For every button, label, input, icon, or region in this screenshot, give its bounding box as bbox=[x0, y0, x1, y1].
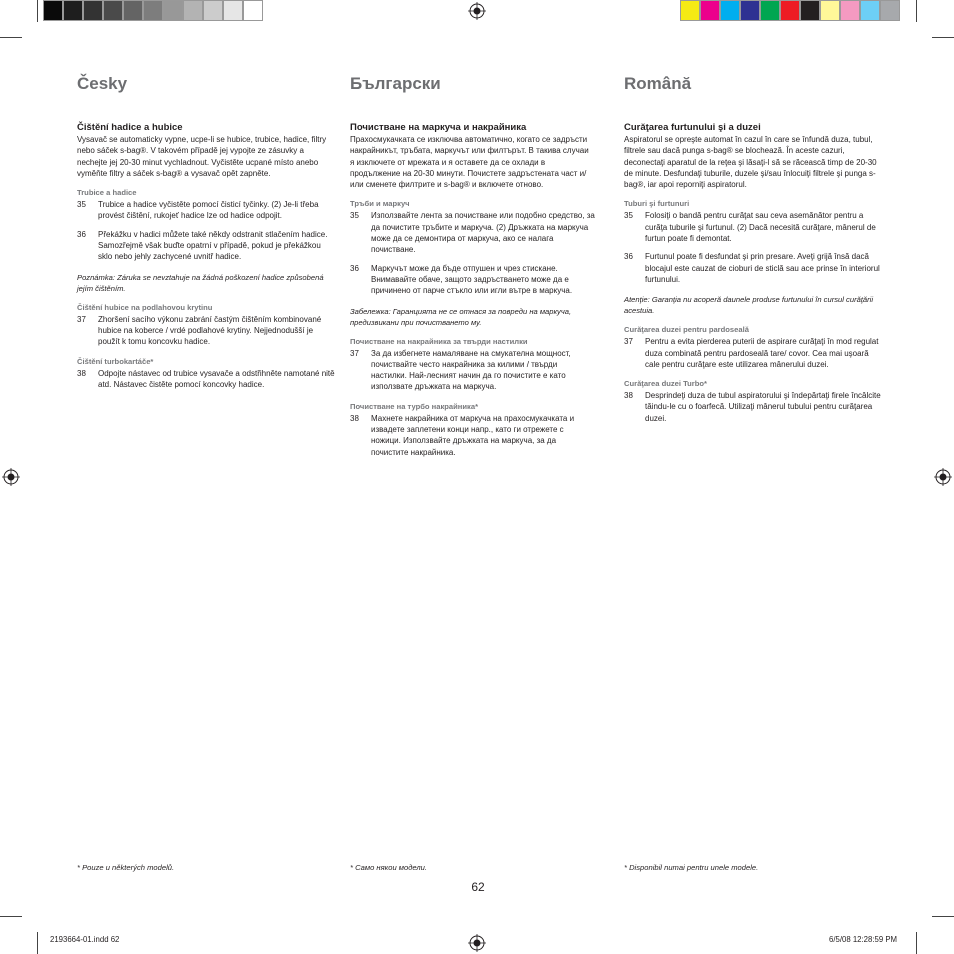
item-number: 38 bbox=[624, 391, 633, 401]
list-item bbox=[77, 199, 335, 222]
item-number: 36 bbox=[350, 263, 359, 273]
list-item bbox=[624, 336, 882, 370]
footnote: * Pouze u některých modelů. bbox=[77, 863, 175, 872]
item-number: 38 bbox=[77, 368, 86, 378]
color-swatch bbox=[43, 0, 63, 21]
footnote: * Disponibil numai pentru unele modele. bbox=[624, 863, 759, 872]
color-swatch bbox=[860, 0, 880, 21]
item-number: 36 bbox=[624, 252, 633, 262]
subheading: Curăţarea duzei Turbo* bbox=[624, 379, 707, 389]
color-swatch bbox=[103, 0, 123, 21]
cmyk-color-bar bbox=[680, 0, 900, 22]
note: Poznámka: Záruka se nevztahuje na žádná poškození hadice způsobená jejím čištěním. bbox=[77, 272, 324, 293]
list-item bbox=[350, 413, 595, 458]
note: Atenţie: Garanţia nu acoperă daunele produse furtunului în cursul curăţării acestuia. bbox=[624, 295, 874, 316]
column-bulgarian bbox=[350, 74, 595, 458]
list-item bbox=[624, 210, 882, 244]
color-swatch bbox=[880, 0, 900, 21]
intro-paragraph: Aspiratorul se opreşte automat în cazul în care se înfundă duza, tubul, filtrele sau dacă punga s-bag® se blochează. În aceste cazuri, deconectaţi aparatul de la reţea şi lăsaţi-l să se răcească timp de 20-30 de minute. Desfundaţi tuburile, duzele şi/sau înlocuiţi filtrele şi punga s-bag®, iar apoi reporniţi aspiratorul. bbox=[624, 135, 877, 190]
grayscale-color-bar bbox=[43, 0, 263, 22]
crop-mark bbox=[932, 916, 954, 917]
list-item bbox=[77, 229, 335, 263]
registration-mark-icon bbox=[468, 2, 486, 20]
subheading: Tuburi şi furtunuri bbox=[624, 199, 690, 209]
color-swatch bbox=[840, 0, 860, 21]
item-number: 37 bbox=[624, 337, 633, 347]
color-swatch bbox=[700, 0, 720, 21]
color-swatch bbox=[780, 0, 800, 21]
color-swatch bbox=[183, 0, 203, 21]
list-item bbox=[77, 368, 335, 391]
item-text: Trubice a hadice vyčistěte pomocí čisticí tyčinky. (2) Je-li třeba provést čištění, rukojeť hadice lze od hadice odpojit. bbox=[98, 200, 319, 221]
crop-mark bbox=[916, 932, 917, 954]
list-item bbox=[350, 348, 595, 393]
slug-filename: 2193664-01.indd 62 bbox=[50, 935, 120, 944]
item-number: 37 bbox=[77, 314, 86, 324]
crop-mark bbox=[37, 0, 38, 22]
language-heading: Română bbox=[624, 74, 692, 93]
crop-mark bbox=[932, 37, 954, 38]
color-swatch bbox=[83, 0, 103, 21]
color-swatch bbox=[63, 0, 83, 21]
color-swatch bbox=[163, 0, 183, 21]
list-item bbox=[350, 210, 595, 255]
crop-mark bbox=[37, 932, 38, 954]
color-swatch bbox=[820, 0, 840, 21]
registration-mark-icon bbox=[468, 934, 486, 952]
list-item bbox=[624, 251, 882, 285]
registration-mark-icon bbox=[2, 468, 20, 486]
item-text: Pentru a evita pierderea puterii de aspirare curăţaţi în mod regulat duza combinată pentru pardoseală tare/ covor. Cea mai uşoară cale pentru curăţare este utilizarea mânerului duzei. bbox=[645, 337, 879, 369]
color-swatch bbox=[800, 0, 820, 21]
crop-mark bbox=[0, 916, 22, 917]
item-text: За да избегнете намаляване на смукателна мощност, почиствайте често накрайника за килими / твърди настилки. Най-лесният начин да го почистите е като използвате дръжката на маркуча. bbox=[371, 348, 571, 392]
intro-paragraph: Vysavač se automaticky vypne, ucpe-li se hubice, trubice, hadice, filtry nebo sáček s-bag®. V takovém případě jej vypojte ze zásuvky a nechejte jej 20-30 minut vychladnout. Vyčistěte ucpané místo anebo vyměňte filtry a sáček s-bag® a vysavač opět zapněte. bbox=[77, 135, 327, 178]
item-text: Překážku v hadici můžete také někdy odstranit stlačením hadice. Samozřejmě však buďte opatrní v případě, pokud je překážkou sklo nebo jehly zachycené uvnitř hadice. bbox=[98, 229, 328, 262]
column-czech bbox=[77, 74, 335, 390]
item-text: Zhoršení sacího výkonu zabrání častým čištěním kombinované hubice na koberce / vrdé podlahové krytiny. Nejjednodušší je použít k tomu koncovku hadice. bbox=[98, 314, 322, 347]
list-item bbox=[77, 314, 335, 348]
color-swatch bbox=[760, 0, 780, 21]
item-text: Махнете накрайника от маркуча на прахосмукачката и извадете заплетени конци напр., като ги отрежете с ножици. Използвайте дръжката на маркуча, за да почистите накрайника. bbox=[371, 413, 575, 457]
section-title: Curăţarea furtunului şi a duzei bbox=[624, 122, 761, 133]
subheading: Curăţarea duzei pentru pardoseală bbox=[624, 325, 749, 335]
color-swatch bbox=[123, 0, 143, 21]
item-number: 35 bbox=[350, 211, 359, 221]
item-text: Furtunul poate fi desfundat şi prin presare. Aveţi grijă însă dacă blocajul este cauzat de cioburi de sticlă sau ace prinse în interiorul furtunului. bbox=[645, 252, 880, 284]
item-text: Маркучът може да бъде отпушен и чрез стискане. Внимавайте обаче, защото задръстването може да е причинено от парче стъкло или игли вътре в маркуча. bbox=[371, 263, 573, 296]
section-title: Почистване на маркуча и накрайника bbox=[350, 122, 527, 133]
list-item bbox=[624, 390, 882, 424]
color-swatch bbox=[243, 0, 263, 21]
registration-mark-icon bbox=[934, 468, 952, 486]
color-swatch bbox=[143, 0, 163, 21]
color-swatch bbox=[680, 0, 700, 21]
subheading: Тръби и маркуч bbox=[350, 199, 410, 209]
item-text: Използвайте лента за почистване или подобно средство, за да почистите тръбите и маркуча. (2) Дръжката на маркуча може да се демонтира от маркуча, ако се налага почистване. bbox=[371, 211, 595, 255]
section-title: Čištění hadice a hubice bbox=[77, 122, 183, 133]
color-swatch bbox=[223, 0, 243, 21]
crop-mark bbox=[916, 0, 917, 22]
subheading: Почистване на турбо накрайника* bbox=[350, 401, 479, 411]
item-number: 37 bbox=[350, 348, 359, 358]
slug-timestamp: 6/5/08 12:28:59 PM bbox=[829, 935, 898, 944]
item-number: 38 bbox=[350, 413, 359, 423]
intro-paragraph: Прахосмукачката се изключва автоматично, когато се задръсти накрайникът, тръбата, маркучът или филтърът. В такива случаи я изключете от мрежата и я оставете да се охлади в продължение на 20-30 минути. Почистете задръстената част и/или сменете филтрите и s-bag® и включете отново. bbox=[350, 135, 589, 190]
note: Забележка: Гаранцията не се отнася за повреди на маркуча, предизвикани при почистването му. bbox=[350, 306, 572, 327]
column-romanian bbox=[624, 74, 882, 424]
language-heading: Česky bbox=[77, 74, 128, 93]
page-number: 62 bbox=[471, 880, 485, 894]
subheading: Почистване на накрайника за твърди настилки bbox=[350, 336, 528, 346]
color-swatch bbox=[720, 0, 740, 21]
subheading: Čištění hubice na podlahovou krytinu bbox=[77, 302, 213, 312]
crop-mark bbox=[0, 37, 22, 38]
subheading: Trubice a hadice bbox=[77, 188, 137, 198]
list-item bbox=[350, 263, 595, 297]
item-text: Folosiţi o bandă pentru curăţat sau ceva asemănător pentru a curăţa tuburile şi furtunul. (2) Dacă necesită curăţare, mânerul de furtun poate fi demontat. bbox=[645, 211, 876, 244]
footnote: * Само някои модели. bbox=[350, 863, 427, 872]
item-text: Odpojte nástavec od trubice vysavače a odstřihněte namotané nitě atd. Nástavec čistěte pomocí koncovky hadice. bbox=[98, 368, 335, 389]
item-number: 35 bbox=[77, 200, 86, 210]
item-text: Desprindeţi duza de tubul aspiratorului şi îndepărtaţi firele încâlcite tăindu-le cu o foarfecă. Utilizaţi mânerul tubului pentru curăţarea duzei. bbox=[645, 391, 881, 423]
subheading: Čištění turbokartáče* bbox=[77, 356, 154, 366]
item-number: 35 bbox=[624, 211, 633, 221]
language-heading: Български bbox=[350, 74, 441, 93]
item-number: 36 bbox=[77, 229, 86, 239]
color-swatch bbox=[203, 0, 223, 21]
color-swatch bbox=[740, 0, 760, 21]
